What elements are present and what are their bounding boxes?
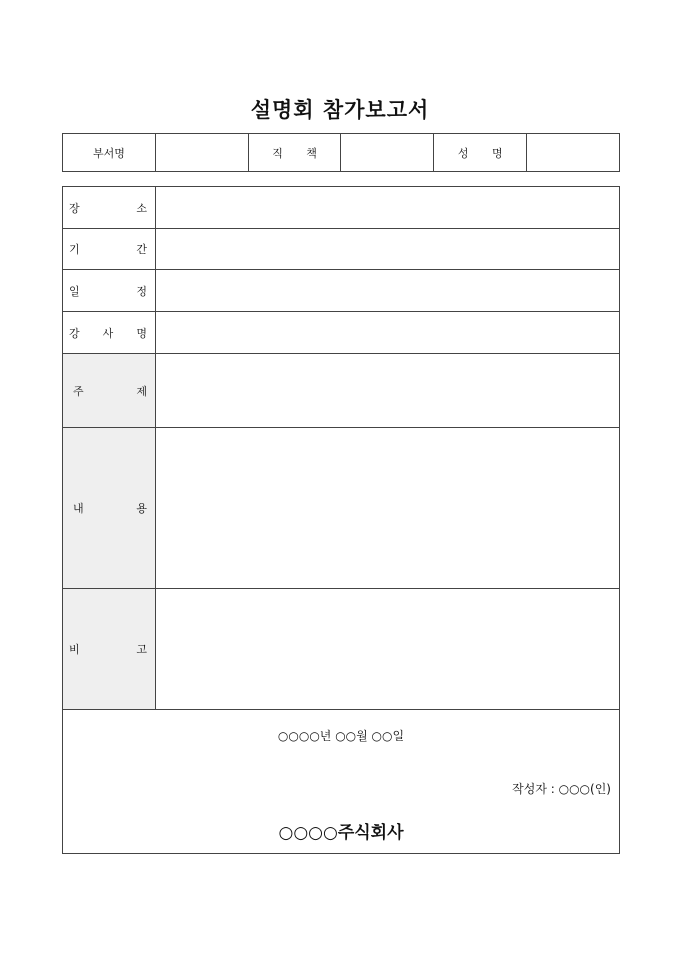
position-label-cell xyxy=(249,134,342,171)
row-label-char: 장 xyxy=(69,201,80,215)
row-place xyxy=(63,187,619,229)
row-value-content[interactable] xyxy=(156,428,619,588)
row-label-char: 용 xyxy=(136,502,147,515)
row-value-place[interactable] xyxy=(156,187,619,228)
row-label-char: 기 xyxy=(69,243,80,256)
row-label-char: 명 xyxy=(136,326,147,340)
row-lecturer xyxy=(63,312,619,354)
document-title: 설명회 참가보고서 xyxy=(250,98,430,122)
row-content xyxy=(63,428,619,589)
row-value-schedule[interactable] xyxy=(156,270,619,311)
row-label-schedule xyxy=(63,270,156,311)
row-label-char: 제 xyxy=(136,384,147,398)
report-form-table xyxy=(62,186,620,854)
row-subject xyxy=(63,354,619,428)
row-value-lecturer[interactable] xyxy=(156,312,619,353)
row-label-content xyxy=(63,428,156,588)
name-value-cell[interactable] xyxy=(527,134,619,171)
position-label: 직 책 xyxy=(272,146,317,160)
row-label-lecturer xyxy=(63,312,156,353)
report-date: ○○○○년 ○○월 ○○일 xyxy=(277,729,405,743)
info-table xyxy=(62,133,620,172)
row-label-char: 비 xyxy=(69,643,80,656)
row-label-remarks xyxy=(63,589,156,709)
row-label-char: 고 xyxy=(136,643,147,656)
row-value-period[interactable] xyxy=(156,229,619,269)
position-value-cell[interactable] xyxy=(341,134,434,171)
row-remarks xyxy=(63,589,619,710)
row-label-char: 강 xyxy=(69,326,80,340)
row-label-char: 내 xyxy=(73,502,84,515)
dept-label-cell xyxy=(63,134,156,171)
row-label-char: 사 xyxy=(102,326,114,340)
row-schedule xyxy=(63,270,619,312)
row-label-place xyxy=(63,187,156,228)
dept-label: 부서명 xyxy=(92,146,125,160)
row-value-subject[interactable] xyxy=(156,354,619,427)
row-label-char: 정 xyxy=(136,284,147,298)
row-value-remarks[interactable] xyxy=(156,589,619,709)
row-label-char: 소 xyxy=(136,201,147,215)
name-label: 성 명 xyxy=(457,146,503,160)
row-label-char: 주 xyxy=(73,384,84,398)
signature-area xyxy=(63,710,619,853)
row-label-char: 간 xyxy=(136,243,147,256)
row-label-char: 일 xyxy=(69,284,80,298)
row-label-period xyxy=(63,229,156,269)
row-label-subject xyxy=(63,354,156,427)
name-label-cell xyxy=(434,134,527,171)
company-name: ○○○○주식회사 xyxy=(278,823,404,843)
writer-signature: 작성자 : ○○○(인) xyxy=(512,782,611,796)
row-period xyxy=(63,229,619,270)
dept-value-cell[interactable] xyxy=(156,134,249,171)
